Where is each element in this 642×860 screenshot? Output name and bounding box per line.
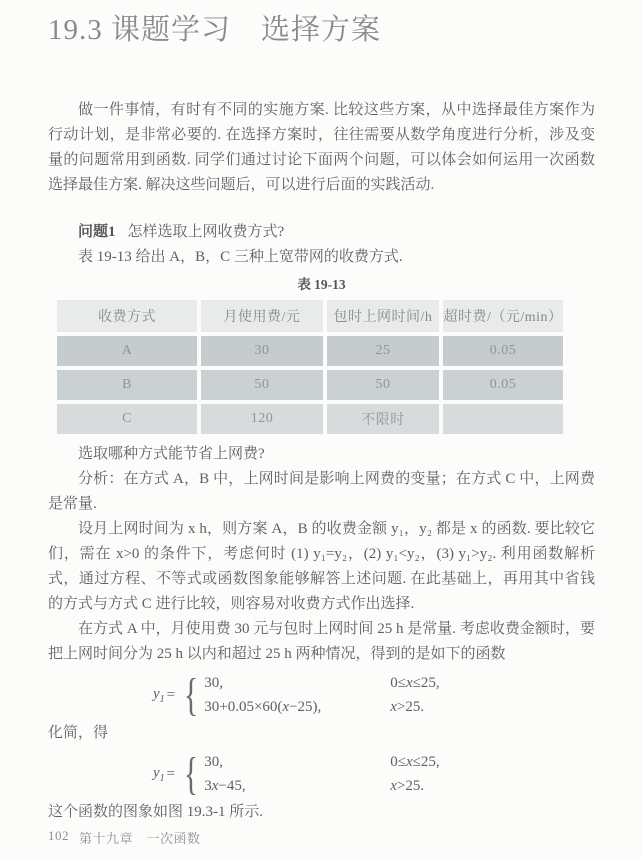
- table-intro: 表 19-13 给出 A，B，C 三种上宽带网的收费方式.: [78, 249, 403, 265]
- page-number: 102: [48, 828, 69, 843]
- page-content: [0, 12, 642, 825]
- table-header-cell: 月使用费/元: [201, 300, 323, 332]
- pricing-table: [57, 300, 563, 434]
- setup-paragraph: 设月上网时间为 x h，则方案 A，B 的收费金额 y₁，y₂ 都是 x 的函数. 要比较它们，需在 x>0 的条件下，考虑何时 (1) y₁=y₂，(2) y₁<y₂，(3) y₁>y₂. 利用函数解析式，通过方程、不等式或函数图象能够解答上述问题. 在此基础上，再用其中省钱的方式与方式 C 进行比较，则容易对收费方式作出选择.: [48, 521, 595, 612]
- analysis-paragraph: 分析：在方式 A，B 中，上网时间是影响上网费的变量；在方式 C 中，上网费是常量.: [48, 471, 595, 512]
- page-footer: [48, 828, 201, 847]
- case-row: [204, 695, 439, 719]
- table-cell: C: [57, 404, 197, 434]
- table-cell: 120: [201, 404, 323, 434]
- case-expression: 30,: [204, 754, 223, 770]
- simplify-note: 化简，得: [48, 725, 109, 741]
- table-cell: 50: [201, 370, 323, 400]
- problem-1-line: [48, 220, 595, 245]
- formula-cases: [204, 671, 439, 719]
- table-cell: 25: [327, 336, 439, 366]
- case-a-paragraph: 在方式 A 中，月使用费 30 元与包时上网时间 25 h 是常量. 考虑收费金额时，要把上网时间分为 25 h 以内和超过 25 h 两种情况，得到的是如下的函数: [48, 621, 595, 662]
- table-header-cell: 包时上网时间/h: [327, 300, 439, 332]
- question-2: 选取哪种方式能节省上网费?: [78, 446, 265, 462]
- table-caption: 表 19-13: [297, 277, 346, 292]
- formula-lhs: $y_1$: [153, 764, 165, 784]
- case-condition: x>25.: [390, 778, 425, 794]
- equals-sign: =: [166, 765, 176, 782]
- equals-sign: =: [166, 686, 176, 703]
- table-cell: 50: [327, 370, 439, 400]
- case-row: [204, 774, 439, 798]
- case-row: [204, 750, 439, 774]
- case-expression: 30+0.05×60(x−25),: [204, 699, 322, 715]
- formula-lhs: $y_1$: [153, 685, 165, 705]
- case-expression: 30,: [204, 675, 223, 691]
- table-cell: 0.05: [443, 370, 563, 400]
- table-cell: 30: [201, 336, 323, 366]
- problem-label: 问题1: [78, 224, 116, 240]
- case-row: [204, 671, 439, 695]
- table-cell: B: [57, 370, 197, 400]
- formula-cases: [204, 750, 439, 798]
- intro-paragraph: 做一件事情，有时有不同的实施方案. 比较这些方案，从中选择最佳方案作为行动计划，是非常必要的. 在选择方案时，往往需要从数学角度进行分析，涉及变量的问题常用到函数. 同学们通过讨论下面两个问题，可以体会如何运用一次函数选择最佳方案. 解决这些问题后，可以进行后面的实践活动.: [48, 102, 595, 193]
- piecewise-formula-2: [153, 750, 595, 798]
- table-header-cell: 超时费/（元/min）: [443, 300, 563, 332]
- brace-glyph: {: [184, 748, 199, 799]
- table-cell: [443, 404, 563, 434]
- table-cell: 不限时: [327, 404, 439, 434]
- table-cell: A: [57, 336, 197, 366]
- case-condition: 0≤x≤25,: [390, 675, 440, 691]
- case-condition: x>25.: [390, 699, 425, 715]
- figure-reference: 这个函数的图象如图 19.3-1 所示.: [48, 804, 263, 820]
- case-expression: 3x−45,: [204, 778, 246, 794]
- piecewise-formula-1: [153, 671, 595, 719]
- table-cell: 0.05: [443, 336, 563, 366]
- problem-question: 怎样选取上网收费方式?: [127, 224, 285, 240]
- brace-glyph: {: [184, 669, 199, 720]
- table-header-cell: 收费方式: [57, 300, 197, 332]
- chapter-title: 第十九章 一次函数: [79, 831, 201, 846]
- case-condition: 0≤x≤25,: [390, 754, 440, 770]
- page-title: 19.3 课题学习 选择方案: [48, 14, 382, 46]
